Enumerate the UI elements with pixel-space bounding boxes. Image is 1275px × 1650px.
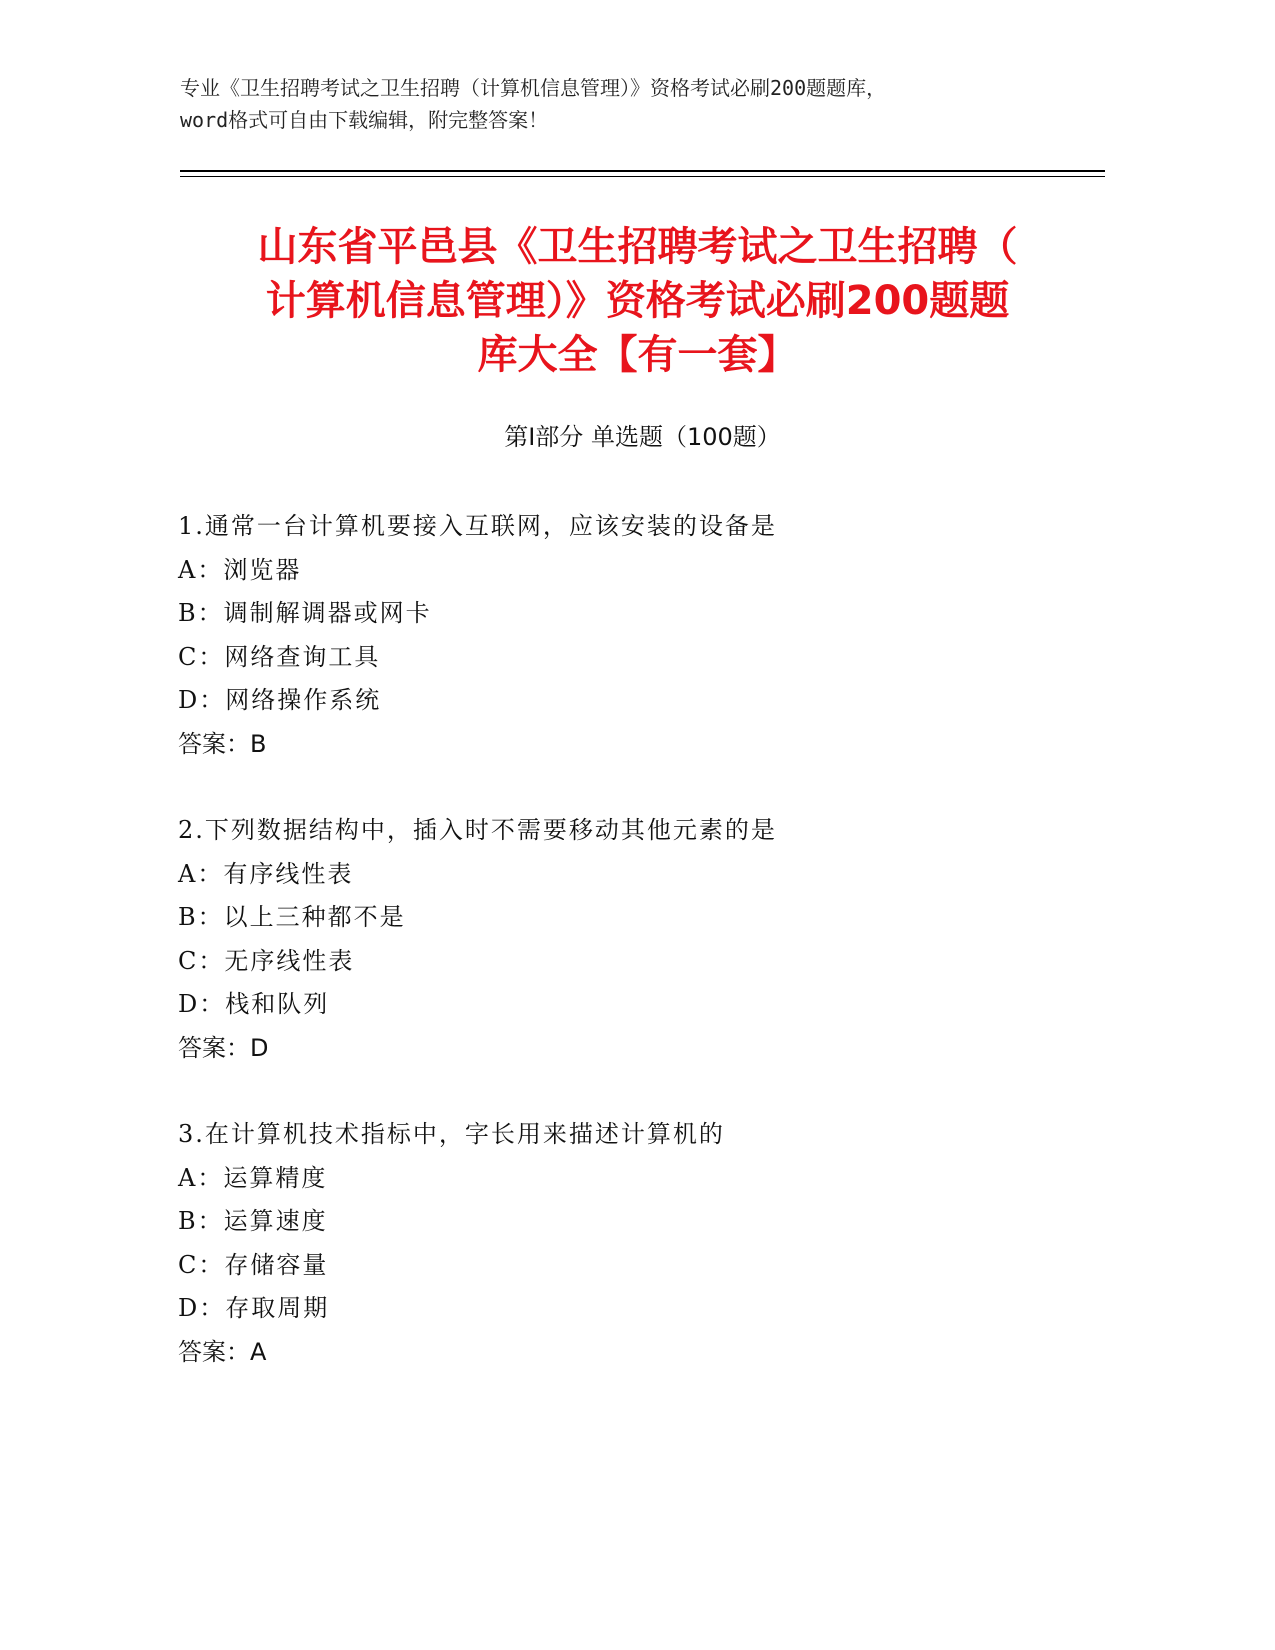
option-a: A：有序线性表 (178, 859, 354, 888)
document-title-line-1: 山东省平邑县《卫生招聘考试之卫生招聘（ (257, 224, 1018, 270)
header-note-line-1: 专业《卫生招聘考试之卫生招聘（计算机信息管理）》资格考试必刷200题题库， (180, 76, 887, 100)
question-stem: 3.在计算机技术指标中，字长用来描述计算机的 (178, 1120, 725, 1148)
section-heading: 第Ⅰ部分 单选题（100题） (504, 423, 781, 451)
header-note (180, 72, 1100, 136)
question-stem: 1.通常一台计算机要接入互联网，应该安装的设备是 (178, 512, 777, 540)
document-title-line-3: 库大全【有一套】 (477, 332, 798, 378)
option-a: A：浏览器 (178, 555, 302, 584)
question-3 (178, 1113, 1108, 1374)
document-title (160, 220, 1115, 382)
option-c: C：无序线性表 (178, 946, 355, 975)
option-b: B：调制解调器或网卡 (178, 599, 432, 627)
option-b: B：运算速度 (178, 1207, 328, 1235)
header-note-line-2: word格式可自由下载编辑，附完整答案！ (180, 108, 549, 132)
question-stem: 2.下列数据结构中，插入时不需要移动其他元素的是 (178, 816, 777, 844)
answer-line: 答案：D (178, 1033, 269, 1062)
option-d: D：栈和队列 (178, 990, 330, 1018)
question-1 (178, 505, 1108, 766)
option-b: B：以上三种都不是 (178, 903, 406, 931)
answer-line: 答案：B (178, 729, 267, 758)
answer-line: 答案：A (178, 1337, 267, 1366)
header-rule-thin (180, 176, 1105, 177)
option-a: A：运算精度 (178, 1163, 328, 1192)
option-c: C：存储容量 (178, 1250, 329, 1279)
header-rule-thick (180, 170, 1105, 172)
question-2 (178, 809, 1108, 1070)
question-list (178, 505, 1108, 1417)
document-title-line-2: 计算机信息管理）》资格考试必刷200题题 (265, 278, 1010, 324)
option-d: D：网络操作系统 (178, 686, 382, 714)
option-d: D：存取周期 (178, 1294, 330, 1322)
option-c: C：网络查询工具 (178, 642, 381, 671)
